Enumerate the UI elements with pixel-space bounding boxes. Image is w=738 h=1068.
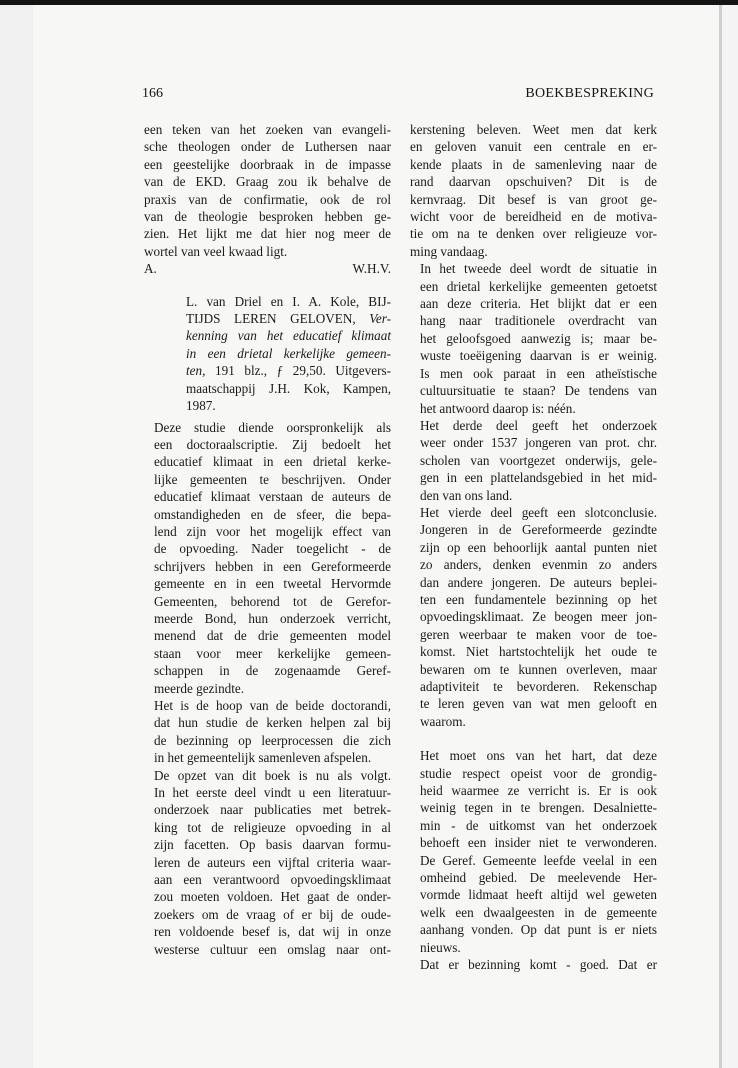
text-line: Dat er bezinning komt - goed. Dat er <box>420 957 657 973</box>
text-line: omstandigheden en de sfeer, die bepa- <box>154 506 391 522</box>
text-line: zijn op een behoorlijk aantal punten niet <box>420 539 657 555</box>
text-line: van de theologie besproken hebben ge- <box>144 209 391 225</box>
text-line: heid waarmee ze verricht is. Er is ook <box>420 783 657 799</box>
text-line: zoekers om de vraag of er bij de oude- <box>154 906 391 922</box>
text-line: schappen in de zogenaamde Geref- <box>154 663 391 679</box>
text-line: weinig tegen in te brengen. Desalniette- <box>420 800 657 816</box>
section-title: BOEKBESPREKING <box>525 86 654 101</box>
text-line: kende plaats in de samenleving naar de <box>410 156 657 172</box>
text-line: te leren geven van wat men gelooft en <box>420 696 657 712</box>
text-line: hang naar traditionele overdracht van <box>420 313 657 329</box>
text-line: wortel van veel kwaad ligt. <box>144 243 288 259</box>
text-line: Het vierde deel geeft een slotconclusie. <box>420 504 657 520</box>
book-title: TIJDS LEREN GELOVEN, <box>186 311 356 327</box>
text-line: het geloofsgoed aanwezig is; maar be- <box>420 330 657 346</box>
text-line: kerstening beleven. Weet men dat kerk <box>410 122 657 137</box>
book-ref-line: L. van Driel en I. A. Kole, BIJ- <box>186 293 391 309</box>
book-year: 1987. <box>186 398 216 414</box>
text-line: educatief klimaat in een drietal kerke- <box>154 454 391 470</box>
text-line: Het is de hoop van de beide doctorandi, <box>154 698 391 713</box>
text-line: waarom. <box>420 713 466 729</box>
text-line: den van ons land. <box>420 487 513 503</box>
text-line: king tot de religieuze opvoeding in al <box>154 819 391 835</box>
text-line: In het tweede deel wordt de situatie in <box>420 261 657 277</box>
paragraph <box>410 260 657 417</box>
paragraph <box>410 747 657 956</box>
text-line: zo anders, denken evenmin zo anders <box>420 557 657 573</box>
text-line: kernvraag. Dit besef is van groot ge- <box>410 191 657 207</box>
text-line: aanhang vonden. Op dat punt is er niets <box>420 922 657 938</box>
text-line: leren de auteurs een vijftal criteria waar- <box>154 854 391 870</box>
text-line: welk een dwaalgeesten in de gemeente <box>420 904 657 920</box>
page-number: 166 <box>142 86 163 101</box>
text-line: staan voor meer kerkelijke gemeen- <box>154 645 391 661</box>
text-line: een geestelijke doorbraak in de impasse <box>144 156 391 172</box>
text-line: bewaren om te kunnen overleven, maar <box>420 661 657 677</box>
text-line: gen in een plattelandsgebied in het mid- <box>420 470 657 486</box>
text-line: het antwoord daarop is: néén. <box>420 400 576 416</box>
text-line: min - de uitkomst van het onderzoek <box>420 817 657 833</box>
text-line: De opzet van dit boek is nu als volgt. <box>154 767 391 783</box>
text-line: cultuursituatie te staan? De tendens van <box>420 383 657 399</box>
text-line: zou moeten voldoen. Het gaat de onder- <box>154 889 391 905</box>
text-line: adaptiviteit te bevorderen. Rekenschap <box>420 679 657 694</box>
book-reference <box>186 293 391 415</box>
text-line: zijn facetten. Op basis daarvan formu- <box>154 837 391 853</box>
scan-margin-right <box>722 0 738 1068</box>
running-header <box>142 86 654 104</box>
paragraph <box>144 767 391 958</box>
book-subtitle: kenning van het educatief klimaat <box>186 328 391 344</box>
right-column <box>410 121 657 974</box>
text-line: geren weerbaar te maken voor de toe- <box>420 626 657 642</box>
paragraph <box>410 504 657 730</box>
book-ref-line <box>186 310 391 327</box>
text-line: Deze studie diende oorspronkelijk als <box>154 419 391 435</box>
paragraph <box>410 417 657 504</box>
scan-top-border <box>0 0 738 5</box>
text-line: komst. Niet hartstochtelijk het oude te <box>420 644 657 660</box>
paragraph <box>410 956 657 973</box>
text-line: tie om na te denken over religieuze vor- <box>410 226 657 242</box>
text-line: educatief klimaat verstaan de auteurs de <box>154 489 391 505</box>
text-line: lend zijn voor het mogelijk effect van <box>154 523 391 539</box>
text-line: ming vandaag. <box>410 243 488 259</box>
text-line: een doctoraalscriptie. Zij bedoelt het <box>154 436 391 452</box>
text-line: wicht voor de bereidheid en de motiva- <box>410 209 657 225</box>
text-line: Jongeren in de Gereformeerde gezindte <box>420 522 657 538</box>
book-subtitle: in een drietal kerkelijke gemeen- <box>186 345 391 361</box>
book-subtitle: Ver- <box>369 311 392 327</box>
text-line: ren voldoende besef is, dat wij in onze <box>154 924 391 940</box>
text-line: nieuws. <box>420 939 461 955</box>
text-line: scholen van voortgezet onderwijs, gele- <box>420 452 657 468</box>
book-publisher: maatschappij J.H. Kok, Kampen, <box>186 380 391 396</box>
text-line: een drietal kerkelijke gemeenten getoetst <box>420 278 657 294</box>
text-line: behoeft een insider niet te verwonderen. <box>420 835 657 851</box>
text-line: studie respect opeist voor de grondig- <box>420 765 657 781</box>
text-line: de bezinning op leerprocessen die zich <box>154 732 391 748</box>
text-line: dan andere jongeren. De auteurs beplei- <box>420 574 657 590</box>
text-line: dat hun studie de kerken helpen zal bij <box>154 715 391 731</box>
text-line: zien. Het lijkt me dat hier nog meer de <box>144 226 391 242</box>
book-ref-line <box>186 362 391 379</box>
text-line: vormde lidmaat heeft altijd wel geweten <box>420 887 657 903</box>
text-line: omheind gebied. De meelevende Her- <box>420 870 657 886</box>
paragraph <box>144 419 391 698</box>
text-line: sche theologen onder de Luthersen naar <box>144 139 391 155</box>
text-line: Gemeenten, behorend tot de Gerefor- <box>154 593 391 609</box>
book-details: 191 blz., ƒ 29,50. Uitgevers- <box>215 363 391 379</box>
text-line: ten een fundamentele bezinning op het <box>420 591 657 607</box>
text-line: westerse cultuur een omslag naar ont- <box>154 941 391 957</box>
text-line: meerde gezindte. <box>154 680 245 696</box>
text-line: in het gemeentelijk samenleven afspelen. <box>154 750 372 766</box>
text-line: de opvoeding. Nader toegelicht - de <box>154 541 391 557</box>
text-line: Het moet ons van het hart, dat deze <box>420 748 657 764</box>
paragraph-review-end <box>144 121 391 260</box>
text-line: schrijvers hebben in een Gereformeerde <box>154 558 391 574</box>
text-line: gemeente en in een tweetal Hervormde <box>154 576 391 592</box>
text-line: Is men ook paraat in een atheïstische <box>420 365 657 381</box>
left-column <box>144 121 391 958</box>
paragraph <box>144 697 391 767</box>
text-line: rand daarvan opschuiven? Dit is de <box>410 174 657 190</box>
text-line: lijke gemeenten te beschrijven. Onder <box>154 471 391 487</box>
text-line: en geloven vanuit een centrale en er- <box>410 139 657 155</box>
text-line: weer onder 1537 jongeren van prot. chr. <box>420 435 657 451</box>
text-line: praxis van de confirmatie, ook de rol <box>144 191 391 207</box>
reviewer-signature <box>144 260 391 277</box>
text-line: onderzoek naar publicaties met betrek- <box>154 802 391 818</box>
text-line: opvoedingsklimaat. Ze beogen meer jon- <box>420 609 657 625</box>
text-line: aan een verantwoord opvoedingsklimaat <box>154 872 391 888</box>
text-line: meerde Bond, hun onderzoek verricht, <box>154 610 391 626</box>
text-line: een teken van het zoeken van evangeli- <box>144 122 391 137</box>
scan-margin-left <box>0 0 33 1068</box>
signature-reviewer: W.H.V. <box>352 261 391 277</box>
text-line: aan deze criteria. Het blijkt dat er een <box>420 296 657 312</box>
text-line: menend dat de drie gemeenten model <box>154 628 391 644</box>
text-line: van de EKD. Graag zou ik behalve de <box>144 174 391 190</box>
text-line: De Geref. Gemeente leefde veelal in een <box>420 852 657 868</box>
text-line: In het eerste deel vindt u een literatuur- <box>154 785 391 801</box>
book-subtitle: ten, <box>186 363 206 379</box>
text-line: Het derde deel geeft het onderzoek <box>420 417 657 433</box>
signature-initial: A. <box>144 261 157 277</box>
text-line: wuste toeëigening daarvan is er weinig. <box>420 348 657 364</box>
paragraph <box>410 121 657 260</box>
